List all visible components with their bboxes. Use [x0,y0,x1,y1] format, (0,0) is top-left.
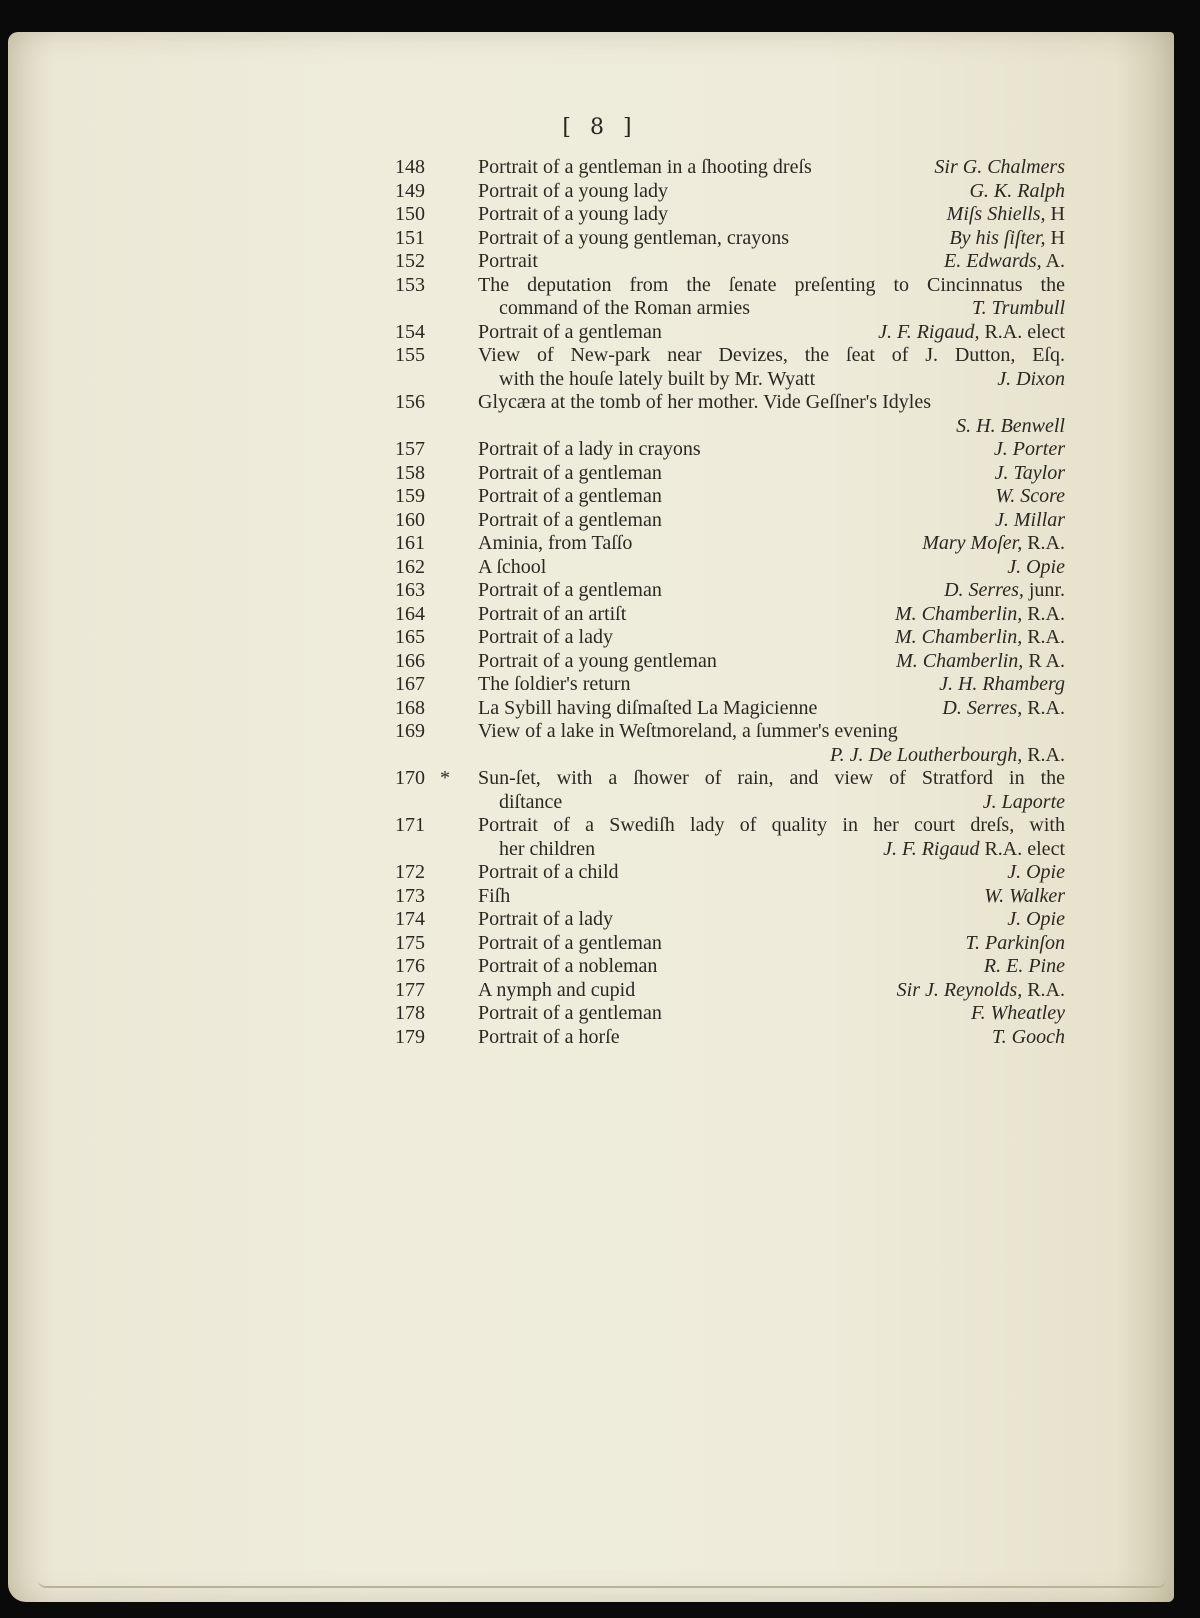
entry-line [395,462,1075,486]
entry-artist [994,438,1065,462]
artist-name: J. Laporte [982,790,1065,813]
entry-line [395,556,1075,580]
entry-title: View of a lake in Weſtmoreland, a ſummer's evening [478,720,898,742]
entry-artist [1007,556,1065,580]
entry-number: 158 [395,461,425,484]
entry-number: 151 [395,226,425,249]
entry-title: Portrait of a gentleman [478,508,662,531]
entry-line [395,908,1075,932]
catalogue-entry [395,438,1075,462]
artist-name: By his ſiſter, [949,226,1046,249]
entry-title: The ſoldier's return [478,673,631,695]
entry-title-continued: her children [499,837,596,860]
artist-name: M. Chamberlin, [896,649,1024,672]
artist-name: W. Walker [984,884,1065,907]
entry-title-continued: with the houſe lately built by Mr. Wyatt [499,367,816,390]
entry-artist [895,603,1065,627]
catalogue-entry [395,227,1075,251]
entry-artist [1007,908,1065,932]
entry-artist [878,321,1065,345]
artist-qualifier: R.A. [1022,532,1065,554]
entry-line [395,203,1075,227]
entry-line [395,156,1075,180]
catalogue-entry [395,697,1075,721]
artist-name: J. Millar [995,508,1065,531]
entry-line [395,979,1075,1003]
entry-title: Portrait of a gentleman [478,931,662,954]
entry-line [395,885,1075,909]
entry-title: Portrait of a horſe [478,1025,620,1048]
artist-name: J. Taylor [994,461,1065,484]
entry-number: 153 [395,273,425,296]
entry-line [395,744,1075,768]
artist-qualifier: R.A. [1022,602,1065,625]
artist-name: P. J. De Loutherbourgh, [829,743,1023,766]
entry-line [395,438,1075,462]
entry-artist [883,838,1065,862]
entry-line [395,321,1075,345]
catalogue-entry [395,509,1075,533]
artist-qualifier: A. [1041,250,1065,272]
artist-name: G. K. Ralph [969,179,1065,202]
artist-name: J. Opie [1007,861,1065,883]
entry-number: 177 [395,978,425,1001]
entry-number: 175 [395,931,425,954]
entry-line [395,838,1075,862]
artist-qualifier: H [1045,203,1065,225]
entry-title: Sun-ſet, with a ſhower of rain, and view of Stratford in the [478,767,1065,789]
entry-line [395,1002,1075,1026]
catalogue-entry [395,321,1075,345]
artist-qualifier: R.A. [1022,978,1065,1001]
entry-number: 148 [395,156,425,178]
entry-title: Portrait of a gentleman in a ſhooting dreſs [478,156,812,178]
catalogue-entry [395,908,1075,932]
entry-title: A ſchool [478,555,547,578]
entry-number: 178 [395,1002,425,1024]
catalogue-entry [395,203,1075,227]
entry-artist [984,885,1065,909]
artist-name: M. Chamberlin, [894,626,1023,648]
artist-qualifier: R A. [1023,649,1065,672]
entry-number: 163 [395,579,425,601]
entry-number: 172 [395,861,425,883]
catalogue-entry [395,180,1075,204]
catalogue-entry [395,556,1075,580]
entry-line [395,180,1075,204]
catalogue-entry [395,626,1075,650]
artist-name: J. F. Rigaud, [878,320,980,343]
entry-number: 149 [395,179,425,202]
entry-line [395,344,1075,368]
entry-artist [997,368,1065,392]
entry-line [395,720,1075,744]
entry-artist [995,485,1065,509]
artist-name: Sir J. Reynolds, [896,978,1023,1001]
entry-line [395,932,1075,956]
artist-qualifier: R.A. [1022,696,1065,719]
artist-name: J. H. Rhamberg [939,673,1065,695]
entry-number: 152 [395,250,425,272]
entry-artist [939,673,1065,697]
entry-number: 166 [395,649,425,672]
artist-name: Miſs Shiells, [946,203,1046,225]
entry-number: 168 [395,696,425,719]
artist-qualifier: R.A. elect [979,837,1065,860]
artist-name: R. E. Pine [983,955,1065,977]
artist-name: J. Opie [1007,555,1065,578]
entry-artist [830,744,1065,768]
catalogue-entry [395,932,1075,956]
entry-number: 154 [395,320,425,343]
entry-artist [942,697,1065,721]
catalogue-entry [395,603,1075,627]
entry-title: La Sybill having diſmaſted La Magicienne [478,696,818,719]
entry-line [395,509,1075,533]
catalogue-entry [395,462,1075,486]
entry-title: Portrait [478,250,538,272]
catalogue-entry [395,391,1075,438]
entry-title: View of New-park near Devizes, the ſeat of J. Dutton, Eſq. [478,344,1065,366]
catalogue-entry [395,885,1075,909]
entry-line [395,579,1075,603]
entry-artist [944,250,1065,274]
entry-title: Portrait of a young lady [478,179,668,202]
catalogue-list [395,156,1075,1049]
catalogue-entry [395,344,1075,391]
entry-artist [947,203,1065,227]
artist-name: J. Porter [993,438,1065,460]
catalogue-entry [395,861,1075,885]
entry-title: Portrait of a gentleman [478,1002,662,1024]
entry-artist [896,650,1065,674]
artist-qualifier: H [1045,226,1065,249]
entry-artist [983,791,1065,815]
catalogue-entry [395,250,1075,274]
entry-number: 150 [395,203,425,225]
catalogue-entry [395,1026,1075,1050]
entry-title: Portrait of a young gentleman [478,649,717,672]
entry-title: Glycæra at the tomb of her mother. Vide Geſſner's Idyles [478,391,932,413]
entry-line [395,767,1075,791]
entry-line [395,250,1075,274]
entry-number: 176 [395,955,425,977]
entry-number: 165 [395,626,425,648]
entry-number: 167 [395,673,425,695]
entry-line [395,485,1075,509]
catalogue-entry [395,1002,1075,1026]
entry-title: Aminia, from Taſſo [478,532,633,554]
entry-title: Portrait of a lady [478,626,613,648]
entry-title: Portrait of a nobleman [478,955,658,977]
entry-line [395,697,1075,721]
entry-title: Portrait of a Swediſh lady of quality in her court dreſs, with [478,814,1065,836]
artist-name: J. Opie [1007,908,1065,930]
page-edge [38,1580,1166,1588]
catalogue-entry [395,979,1075,1003]
artist-name: J. F. Rigaud [883,837,980,860]
entry-line [395,274,1075,298]
entry-line [395,673,1075,697]
entry-line [395,955,1075,979]
entry-title-continued: command of the Roman armies [499,297,751,319]
entry-number: 173 [395,884,425,907]
entry-title: Portrait of a gentleman [478,320,662,343]
entry-artist [949,227,1065,251]
catalogue-entry [395,485,1075,509]
artist-name: E. Edwards, [944,250,1042,272]
entry-line [395,297,1075,321]
entry-line [395,861,1075,885]
entry-line [395,814,1075,838]
entry-number: 160 [395,508,425,531]
artist-qualifier: junr. [1023,579,1065,601]
entry-artist [944,579,1065,603]
entry-star-marker: * [440,767,450,789]
artist-qualifier: R.A. [1022,626,1065,648]
catalogue-entry [395,650,1075,674]
entry-title: Portrait of a gentleman [478,461,662,484]
entry-title: Portrait of a gentleman [478,579,662,601]
entry-line [395,415,1075,439]
entry-artist [895,626,1065,650]
entry-number: 157 [395,438,425,460]
entry-artist [1007,861,1065,885]
catalogue-entry [395,274,1075,321]
artist-name: Sir G. Chalmers [934,156,1065,178]
entry-line [395,626,1075,650]
entry-artist [897,979,1065,1003]
entry-line [395,650,1075,674]
catalogue-entry [395,156,1075,180]
catalogue-entry [395,955,1075,979]
entry-artist [956,415,1065,439]
entry-number: 159 [395,485,425,507]
entry-title: Portrait of a young gentleman, crayons [478,226,790,249]
artist-name: D. Serres, [944,579,1024,601]
entry-title: A nymph and cupid [478,978,636,1001]
entry-number: 162 [395,555,425,578]
artist-name: M. Chamberlin, [894,602,1023,625]
catalogue-entry [395,814,1075,861]
entry-number: 179 [395,1025,425,1048]
artist-name: S. H. Benwell [956,414,1065,437]
entry-line [395,368,1075,392]
entry-number: 171 [395,814,425,836]
entry-title: Portrait of an artiſt [478,602,627,625]
artist-name: T. Parkinſon [965,931,1065,954]
entry-artist [965,932,1065,956]
entry-line [395,791,1075,815]
entry-artist [984,955,1065,979]
entry-number: 155 [395,344,425,366]
artist-name: D. Serres, [942,696,1023,719]
catalogue-entry [395,767,1075,814]
entry-line [395,603,1075,627]
entry-title-continued: diſtance [499,790,563,813]
artist-qualifier: R.A. [1022,743,1065,766]
entry-number: 161 [395,532,425,554]
entry-artist [995,509,1065,533]
entry-artist [934,156,1065,180]
entry-title: Fiſh [478,884,511,907]
artist-name: J. Dixon [997,367,1065,390]
catalogue-entry [395,720,1075,767]
entry-title: Portrait of a child [478,861,619,883]
entry-artist [972,297,1065,321]
entry-title: Portrait of a lady [478,908,613,930]
artist-name: Mary Moſer, [922,532,1023,554]
catalogue-entry [395,532,1075,556]
entry-number: 170 [395,767,425,789]
entry-line [395,227,1075,251]
artist-name: F. Wheatley [970,1002,1065,1024]
entry-title: The deputation from the ſenate preſenting to Cincinnatus the [478,273,1065,296]
entry-title: Portrait of a gentleman [478,485,662,507]
artist-name: T. Trumbull [972,297,1065,319]
entry-title: Portrait of a lady in crayons [478,438,701,460]
entry-number: 174 [395,908,425,930]
entry-artist [995,462,1065,486]
artist-name: T. Gooch [992,1025,1065,1048]
catalogue-entry [395,673,1075,697]
page-number-header: [ 8 ] [562,115,638,140]
entry-number: 164 [395,602,425,625]
entry-artist [992,1026,1065,1050]
entry-artist [969,180,1065,204]
entry-line [395,391,1075,415]
entry-title: Portrait of a young lady [478,203,668,225]
entry-number: 169 [395,720,425,742]
entry-artist [971,1002,1065,1026]
catalogue-entry [395,579,1075,603]
entry-number: 156 [395,391,425,413]
entry-line [395,532,1075,556]
artist-name: W. Score [995,485,1065,507]
entry-artist [922,532,1065,556]
artist-qualifier: R.A. elect [979,320,1065,343]
entry-line [395,1026,1075,1050]
